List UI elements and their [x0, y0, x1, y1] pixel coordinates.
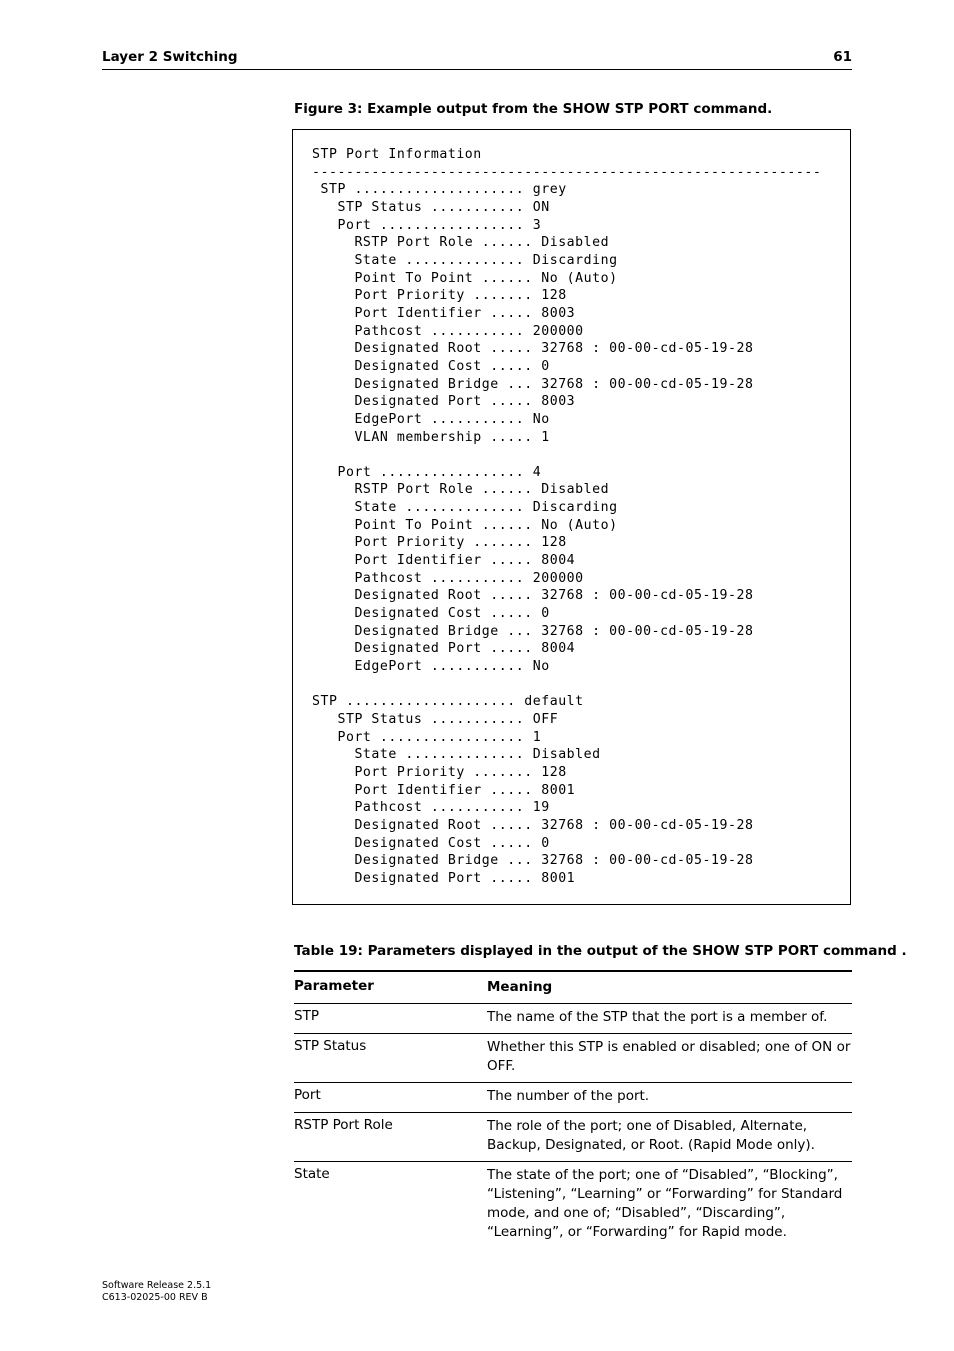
- document-id: C613-02025-00 REV B: [102, 1292, 208, 1303]
- table-header-row: [294, 972, 852, 1004]
- meaning-cell: The state of the port; one of “Disabled”, “Blocking”, “Listening”, “Learning” or “Forwarding” for Standard mode, and one of; “Disabled”, “Discarding”, “Learning”, or “Forwarding” for Rapid mode.: [487, 1167, 843, 1240]
- column-header-meaning: Meaning: [487, 979, 553, 995]
- page-header: [102, 47, 852, 70]
- meaning-cell: Whether this STP is enabled or disabled; one of ON or OFF.: [487, 1039, 851, 1074]
- table-row: [294, 1034, 852, 1083]
- parameter-cell: State: [294, 1166, 330, 1182]
- parameter-cell: STP Status: [294, 1038, 367, 1054]
- table-row: [294, 1004, 852, 1034]
- code-output-box: [292, 129, 851, 905]
- command-output: STP Port Information ------------------------------------------------------------ STP .................... grey STP Status ........... ON Port ................. 3 RSTP Port Role ...... Disabled State .............. Discarding Point To Point ...... No (Auto) Port Priority ....... 128 Port Identifier ..... 8003 Pathcost ........... 200000 Designated Root ..... 32768 : 00-00-cd-05-19-28 Designated Cost ..... 0 Designated Bridge ... 32768 : 00-00-cd-05-19-28 Designated Port ..... 8003 EdgePort ........... No VLAN membership ..... 1 Port ................. 4 RSTP Port Role ...... Disabled State .............. Discarding Point To Point ...... No (Auto) Port Priority ....... 128 Port Identifier ..... 8004 Pathcost ........... 200000 Designated Root ..... 32768 : 00-00-cd-05-19-28 Designated Cost ..... 0 Designated Bridge ... 32768 : 00-00-cd-05-19-28 Designated Port ..... 8004 EdgePort ........... No STP .................... default STP Status ........... OFF Port ................. 1 State .............. Disabled Port Priority ....... 128 Port Identifier ..... 8001 Pathcost ........... 19 Designated Root ..... 32768 : 00-00-cd-05-19-28 Designated Cost ..... 0 Designated Bridge ... 32768 : 00-00-cd-05-19-28 Designated Port ..... 8001: [312, 147, 822, 886]
- parameter-cell: STP: [294, 1008, 319, 1024]
- table-row: [294, 1113, 852, 1162]
- meaning-cell: The number of the port.: [487, 1088, 650, 1104]
- parameter-cell: Port: [294, 1087, 321, 1103]
- meaning-cell: The role of the port; one of Disabled, Alternate, Backup, Designated, or Root. (Rapid Mode only).: [487, 1118, 815, 1153]
- meaning-cell: The name of the STP that the port is a member of.: [487, 1009, 828, 1025]
- table-caption: Table 19: Parameters displayed in the output of the SHOW STP PORT command .: [294, 943, 907, 959]
- table-row: [294, 1162, 852, 1248]
- parameter-cell: RSTP Port Role: [294, 1117, 393, 1133]
- figure-caption: Figure 3: Example output from the SHOW STP PORT command.: [294, 101, 773, 117]
- parameters-table: [294, 970, 852, 1248]
- software-release: Software Release 2.5.1: [102, 1280, 212, 1291]
- section-title: Layer 2 Switching: [102, 49, 238, 65]
- page-footer: [102, 1280, 211, 1304]
- page-number: 61: [833, 49, 852, 65]
- table-row: [294, 1083, 852, 1113]
- column-header-parameter: Parameter: [294, 978, 374, 994]
